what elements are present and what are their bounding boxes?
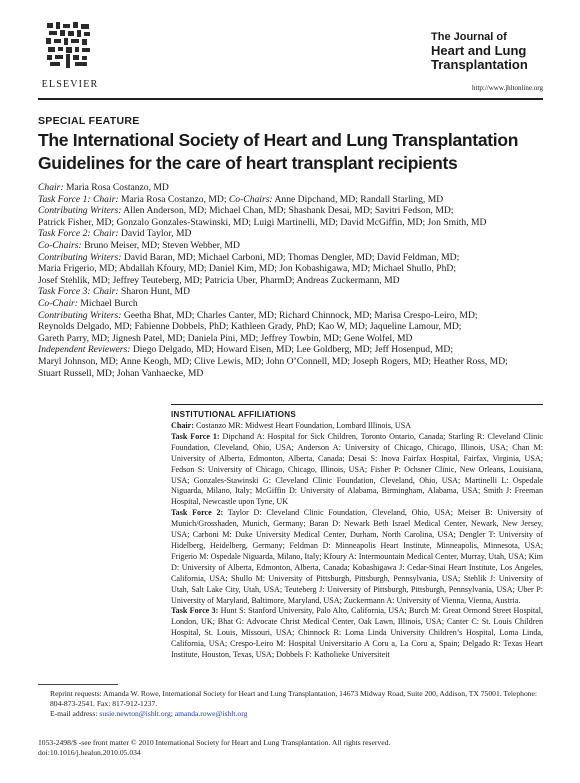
author-line	[38, 228, 548, 240]
author-names: Allen Anderson, MD; Michael Chan, MD; Shashank Desai, MD; Savitri Fedson, MD;	[121, 205, 454, 217]
author-role-label: Task Force 3: Chair:	[38, 286, 119, 298]
author-names: Anne Dipchand, MD; Randall Starling, MD	[272, 193, 444, 205]
journal-title-line1: The Journal of	[431, 31, 507, 43]
author-names: Geetha Bhat, MD; Charles Canter, MD; Richard Chinnock, MD; Marisa Crespo-Leiro, MD;	[121, 309, 478, 321]
author-role-label: Contributing Writers:	[38, 251, 122, 263]
author-role-label: Task Force 1: Chair:	[38, 193, 119, 205]
author-role-label: Contributing Writers:	[38, 205, 122, 217]
author-names: David Baran, MD; Michael Carboni, MD; Thomas Dengler, MD; David Feldman, MD;	[121, 251, 460, 263]
footnote-divider	[38, 684, 118, 685]
affiliation-text: Taylor D: Cleveland Clinic Foundation, Cleveland, Ohio, USA; Meiser B: University of Munich/Grosshaden, Munich, Germany; Baran D: Newark Beth Israel Medical Center, Newark, New Jersey, USA; Carboni M: Duke University Medical Center, Durham, North Carolina, USA; Dengler T: University of Hidelberg, Heidelberg, Germany; Feldman D: Minneapolis Heart Institute, Minneapolis, Minnesota, USA; Frigerio M: Ospedale Niguarda, Milano, Italy; Kfoury A: Intermountain Medical Center, Murray, Utah, USA; Kim D: University of Alberta, Edmonton, Alberta, Canada; Kobashigawa J: Cedar-Sinai Heart Institute, Los Angeles, California, USA; Shullo M: University of Pittsburgh, Pittsburgh, Pennsylvania, USA; Stehlik J: University of Utah, Salt Lake City, Utah, USA; Teuteberg J: University of Pittsburgh, Pittsburgh, Pennsylvania, USA; Uber P: University of Maryland, Baltimore, Maryland, USA; Zuckermann A: University of Vienna, Vienna, Austria.	[171, 508, 544, 605]
author-role-label: Chair:	[38, 182, 64, 193]
correspondence-footnote	[38, 689, 548, 718]
elsevier-tree-logo	[44, 20, 94, 70]
author-role-label: Task Force 2: Chair:	[38, 228, 119, 240]
author-names: Maria Frigerio, MD; Abdallah Kfoury, MD; Daniel Kim, MD; Jon Kobashigawa, MD; Michael Shullo, PhD;	[38, 263, 456, 275]
feature-label: SPECIAL FEATURE	[38, 115, 140, 127]
author-role-label: Co-Chair:	[38, 297, 78, 309]
author-names: Gareth Parry, MD; Jignesh Patel, MD; Daniela Pini, MD; Jeffrey Towbin, MD; Gene Wolfel, MD	[38, 332, 413, 344]
author-names: Michael Burch	[77, 297, 138, 309]
journal-title	[431, 30, 543, 72]
author-line	[38, 286, 548, 298]
author-names: Maryl Johnson, MD; Anne Keogh, MD; Clive Lewis, MD; John O’Connell, MD; Joseph Rogers, MD; Heather Ross, MD;	[38, 355, 508, 367]
author-line	[38, 217, 548, 229]
author-line	[38, 368, 548, 380]
affiliation-text: Costanzo MR: Midwest Heart Foundation, Lombard Illinois, USA	[193, 421, 412, 430]
affiliation-paragraph	[171, 432, 543, 508]
affiliations-heading: INSTITUTIONAL AFFILIATIONS	[171, 410, 296, 419]
author-line	[38, 275, 548, 287]
institutional-affiliations	[171, 404, 543, 661]
author-line	[38, 344, 548, 356]
affiliation-paragraph	[171, 508, 543, 606]
author-line	[38, 263, 548, 275]
affiliation-paragraph	[171, 421, 543, 432]
author-names: Maria Rosa Costanzo, MD;	[118, 193, 229, 205]
affiliation-text: Hunt S: Stanford University, Palo Alto, California, USA; Burch M: Great Ormond Street Hospital, London, UK; Bhat G: Advocate Christ Medical Center, Oak Lawn, Illinois, USA; Canter C: St. Louis Children Hospital, St. Louis, Missouri, USA; Chinnock R: Loma Linda University Children’s Hospital, Loma Linda, California, USA; Crespo-Leiro M: Hospital Universitario A Coru a, La Coru a, Spain; Delgado R: Texas Heart Institute, Houston, Texas, USA; Dobbels F: Katholieke Universiteit	[171, 606, 544, 660]
affiliation-label: Task Force 1:	[171, 431, 220, 441]
author-names: Diego Delgado, MD; Howard Eisen, MD; Lee Goldberg, MD; Jeff Hosenpud, MD;	[130, 344, 454, 356]
paper-title: The International Society of Heart and Lung Transplantation Guidelines for the care of heart transplant recipients	[38, 130, 519, 173]
author-line	[38, 205, 548, 217]
affiliation-text: Dipchand A: Hospital for Sick Children, Toronto Ontario, Canada; Starling R: Cleveland Clinic Foundation, Cleveland, Ohio, USA; Anderson A: University of Chicago, Chicago, Illinois, USA; Chan M: University of Alberta, Edmonton, Alberta, Canada; Desai S: Inova Fairfax Hospital, Fairfax, Virginia, USA; Fedson S: University of Chicago, Chicago, Illinois, USA; Fisher P: Ochsner Clinic, New Orleans, Louisiana, USA; Gonzales-Stawinski G: Cleveland Clinic Foundation, Cleveland, Ohio, USA; Martinelli L: Ospedale Niguarda, Milano, Italy; McGiffin D: University of Alabama, Birmingham, Alabama, USA; Smith J: Freeman Hospital, Newcastle upon Tyne, UK	[171, 431, 543, 507]
copyright-block	[38, 738, 548, 758]
email-label: E-mail address:	[50, 708, 100, 718]
author-line	[38, 356, 548, 368]
author-line	[38, 240, 548, 252]
affiliations-body	[171, 421, 543, 661]
author-names: David Taylor, MD	[118, 228, 192, 240]
author-names: Sharon Hunt, MD	[118, 286, 190, 298]
affiliation-label: Task Force 3:	[171, 606, 219, 616]
journal-title-line2: Heart and Lung	[431, 43, 527, 58]
author-line	[38, 298, 548, 310]
author-line	[38, 182, 548, 194]
author-names: Josef Stehlik, MD; Jeffrey Teuteberg, MD; Patricia Uber, PharmD; Andreas Zuckermann, MD	[38, 274, 400, 286]
author-line	[38, 333, 548, 345]
author-line	[38, 252, 548, 264]
publisher-logo	[38, 20, 102, 90]
author-role-label: Contributing Writers:	[38, 309, 122, 321]
header-divider	[38, 98, 543, 100]
author-names: Stuart Russell, MD; Johan Vanhaecke, MD	[38, 367, 204, 379]
author-names: Reynolds Delgado, MD; Fabienne Dobbels, PhD; Kathleen Grady, PhD; Kao W, MD; Jaqueline Lamour, MD;	[38, 321, 462, 333]
publisher-name: ELSEVIER	[41, 79, 99, 90]
doi-line[interactable]: doi:10.1016/j.healun.2010.05.034	[38, 747, 141, 757]
author-line	[38, 194, 548, 206]
author-role-label: Co-Chairs:	[228, 193, 273, 205]
reprint-requests: Reprint requests: Amanda W. Rowe, International Society for Heart and Lung Transplantation, 14673 Midway Road, Suite 200, Addison, TX 75001. Telephone: 804-873-2541. Fax: 817-912-1237.	[50, 689, 538, 708]
author-names: Maria Rosa Costanzo, MD	[63, 182, 169, 193]
author-line	[38, 321, 548, 333]
journal-title-line3: Transplantation	[431, 57, 528, 72]
affiliation-label: Task Force 2:	[171, 508, 224, 518]
email-line	[38, 709, 548, 719]
email-link[interactable]: susie.newton@ishlt.org; amanda.rowe@ishlt.org	[99, 708, 248, 718]
author-line	[38, 310, 548, 322]
journal-url-link[interactable]: http://www.jhltonline.org	[472, 84, 543, 92]
affiliation-label: Chair:	[171, 421, 194, 430]
copyright-line: 1053-2498/$ -see front matter © 2010 International Society for Heart and Lung Transplantation. All rights reserved.	[38, 738, 391, 747]
affiliation-paragraph	[171, 606, 543, 661]
author-names: Patrick Fisher, MD; Gonzalo Gonzales-Stawinski, MD; Luigi Martinelli, MD; David McGiffin, MD; Jon Smith, MD	[38, 216, 487, 228]
author-names: Bruno Meiser, MD; Steven Webber, MD	[81, 239, 240, 251]
author-list	[38, 182, 548, 379]
author-role-label: Independent Reviewers:	[38, 344, 131, 356]
author-role-label: Co-Chairs:	[38, 239, 82, 251]
